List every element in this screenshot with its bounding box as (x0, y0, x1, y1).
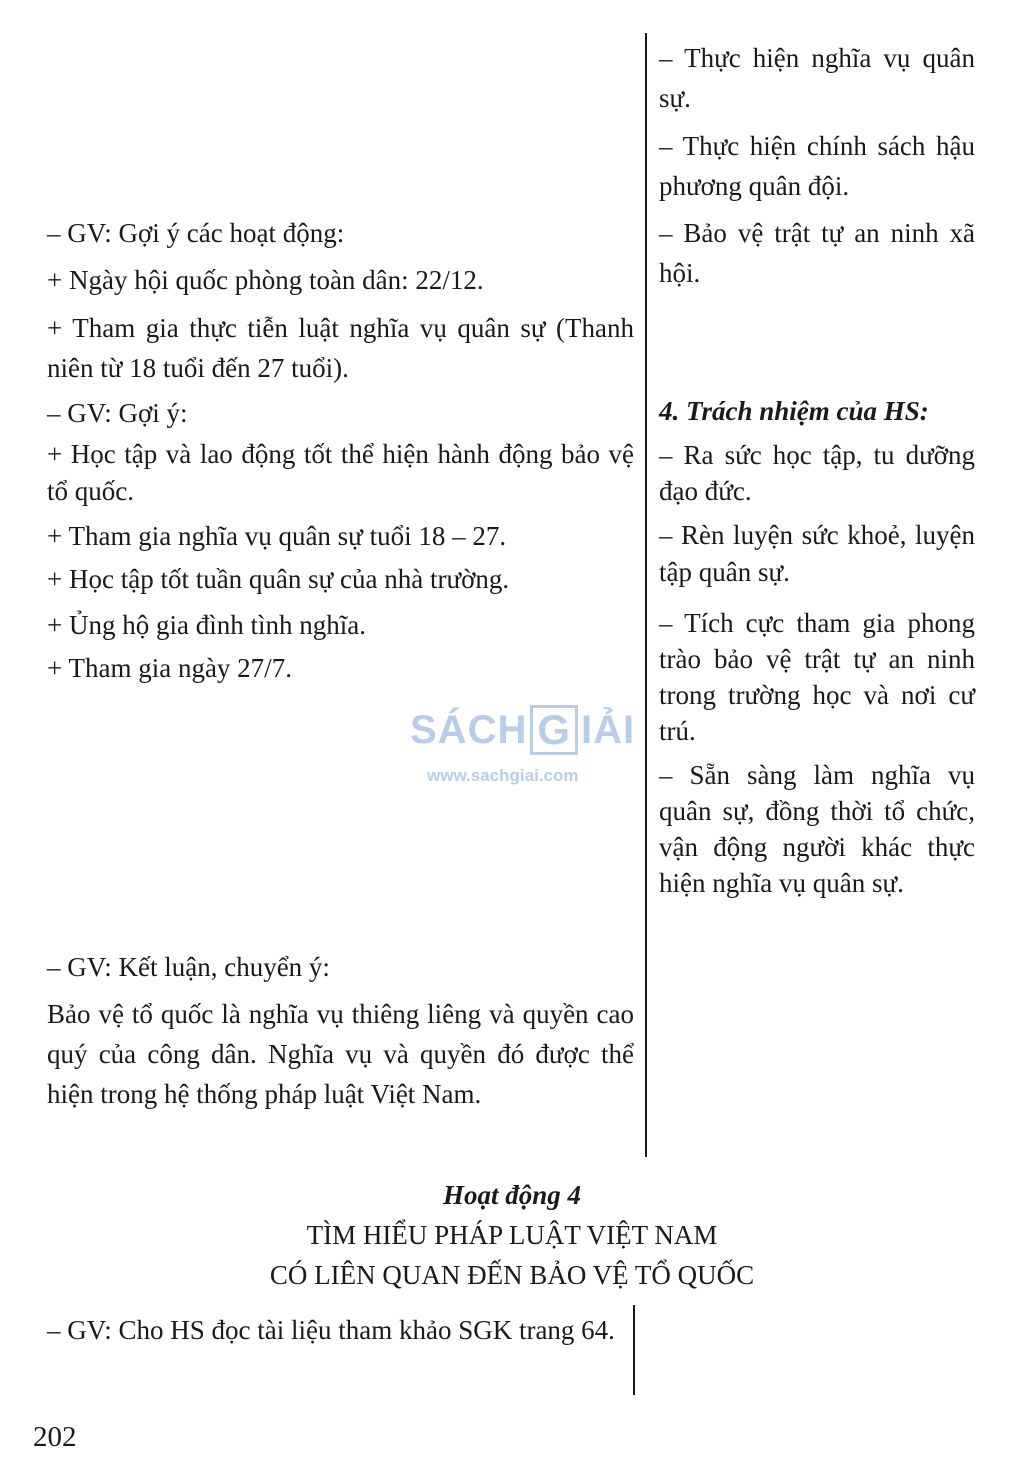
left-text-nghia-vu-18-27: + Tham gia nghĩa vụ quân sự tuổi 18 – 27. (47, 521, 507, 551)
right-heading-trach-nhiem: 4. Trách nhiệm của HS: (659, 396, 929, 426)
watermark-url: www.sachgiai.com (427, 766, 579, 785)
right-text-trat-tu-an-ninh: – Bảo vệ trật tự an ninh xã hội. (659, 218, 975, 288)
right-text-ra-suc-hoc-tap: – Ra sức học tập, tu dưỡng đạo đức. (659, 440, 975, 506)
watermark-logo-left: SÁCH (410, 707, 528, 752)
activity-body: – GV: Cho HS đọc tài liệu tham khảo SGK trang 64. (47, 1315, 615, 1345)
left-text-ung-ho: + Ủng hộ gia đình tình nghĩa. (47, 610, 366, 640)
left-text-hoc-tap-lao-dong: + Học tập và lao động tốt thể hiện hành động bảo vệ tổ quốc. (47, 439, 634, 506)
left-text-gv-goi-y-hoat-dong: – GV: Gợi ý các hoạt động: (47, 218, 345, 248)
activity-heading-line1: TÌM HIỂU PHÁP LUẬT VIỆT NAM (306, 1220, 718, 1250)
left-text-bao-ve-to-quoc: Bảo vệ tổ quốc là nghĩa vụ thiêng liêng và quyền cao quý của công dân. Nghĩa vụ và quyền đó được thể hiện trong hệ thống pháp luật Việt Nam. (47, 999, 634, 1109)
page-number: 202 (33, 1421, 77, 1453)
right-text-san-sang: – Sẵn sàng làm nghĩa vụ quân sự, đồng thời tổ chức, vận động người khác thực hiện nghĩa vụ quân sự. (659, 760, 975, 898)
left-text-ngay-hoi: + Ngày hội quốc phòng toàn dân: 22/12. (47, 265, 484, 295)
left-text-gv-goi-y: – GV: Gợi ý: (47, 398, 188, 428)
left-text-ket-luan: – GV: Kết luận, chuyển ý: (47, 952, 330, 982)
right-text-ren-luyen: – Rèn luyện sức khoẻ, luyện tập quân sự. (659, 520, 975, 587)
activity-column-divider (633, 1305, 635, 1395)
left-text-tuan-quan-su: + Học tập tốt tuần quân sự của nhà trường. (47, 564, 510, 594)
watermark-logo-g: G (530, 705, 578, 755)
left-text-tham-gia-thuc-tien: + Tham gia thực tiễn luật nghĩa vụ quân sự (Thanh niên từ 18 tuổi đến 27 tuổi). (47, 313, 634, 383)
right-text-nghia-vu-quan-su: – Thực hiện nghĩa vụ quân sự. (659, 43, 975, 113)
activity-title: Hoạt động 4 (442, 1180, 582, 1210)
right-text-hau-phuong: – Thực hiện chính sách hậu phương quân đội. (659, 131, 975, 201)
left-text-ngay-27-7: + Tham gia ngày 27/7. (47, 653, 292, 683)
activity-heading-line2: CÓ LIÊN QUAN ĐẾN BẢO VỆ TỔ QUỐC (269, 1260, 755, 1290)
column-divider (645, 33, 647, 1157)
watermark-logo-right: IẢI (581, 707, 636, 752)
watermark-logo (410, 700, 636, 760)
right-text-tich-cuc: – Tích cực tham gia phong trào bảo vệ trật tự an ninh trong trường học và nơi cư trú. (659, 608, 975, 746)
